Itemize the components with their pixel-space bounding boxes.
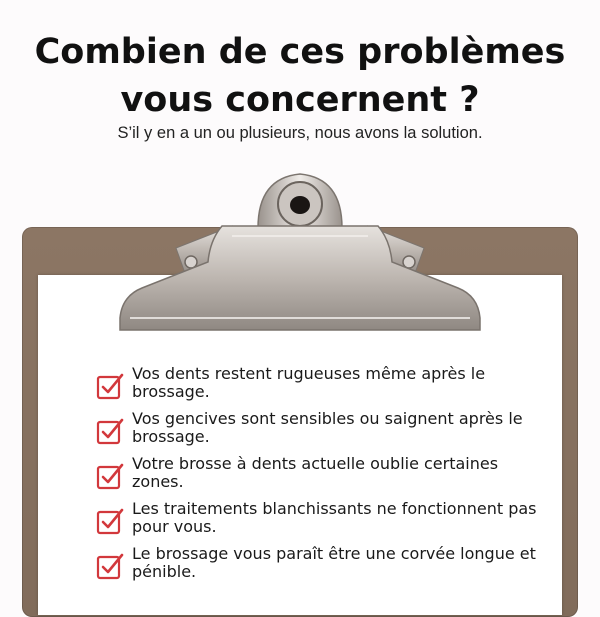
title-line-1: Combien de ces problèmes	[34, 32, 566, 72]
checkbox-checked-icon	[96, 417, 124, 445]
checkbox-checked-icon	[96, 372, 124, 400]
list-item-text: Vos gencives sont sensibles ou saignent après le brossage.	[132, 409, 523, 446]
checkbox-checked-icon	[96, 507, 124, 535]
list-item	[96, 410, 556, 455]
checkbox-checked-icon	[96, 462, 124, 490]
list-item-text: Le brossage vous paraît être une corvée longue et pénible.	[132, 544, 536, 581]
title-line-2: vous concernent ?	[120, 80, 480, 120]
list-item	[96, 365, 556, 410]
problem-checklist	[96, 365, 556, 590]
list-item	[96, 500, 556, 545]
subtitle: S’il y en a un ou plusieurs, nous avons la solution.	[117, 124, 483, 142]
list-item-text: Vos dents restent rugueuses même après le brossage.	[132, 364, 486, 401]
list-item-text: Les traitements blanchissants ne fonctionnent pas pour vous.	[132, 499, 537, 536]
list-item	[96, 455, 556, 500]
list-item	[96, 545, 556, 590]
checkbox-checked-icon	[96, 552, 124, 580]
list-item-text: Votre brosse à dents actuelle oublie certaines zones.	[132, 454, 499, 491]
